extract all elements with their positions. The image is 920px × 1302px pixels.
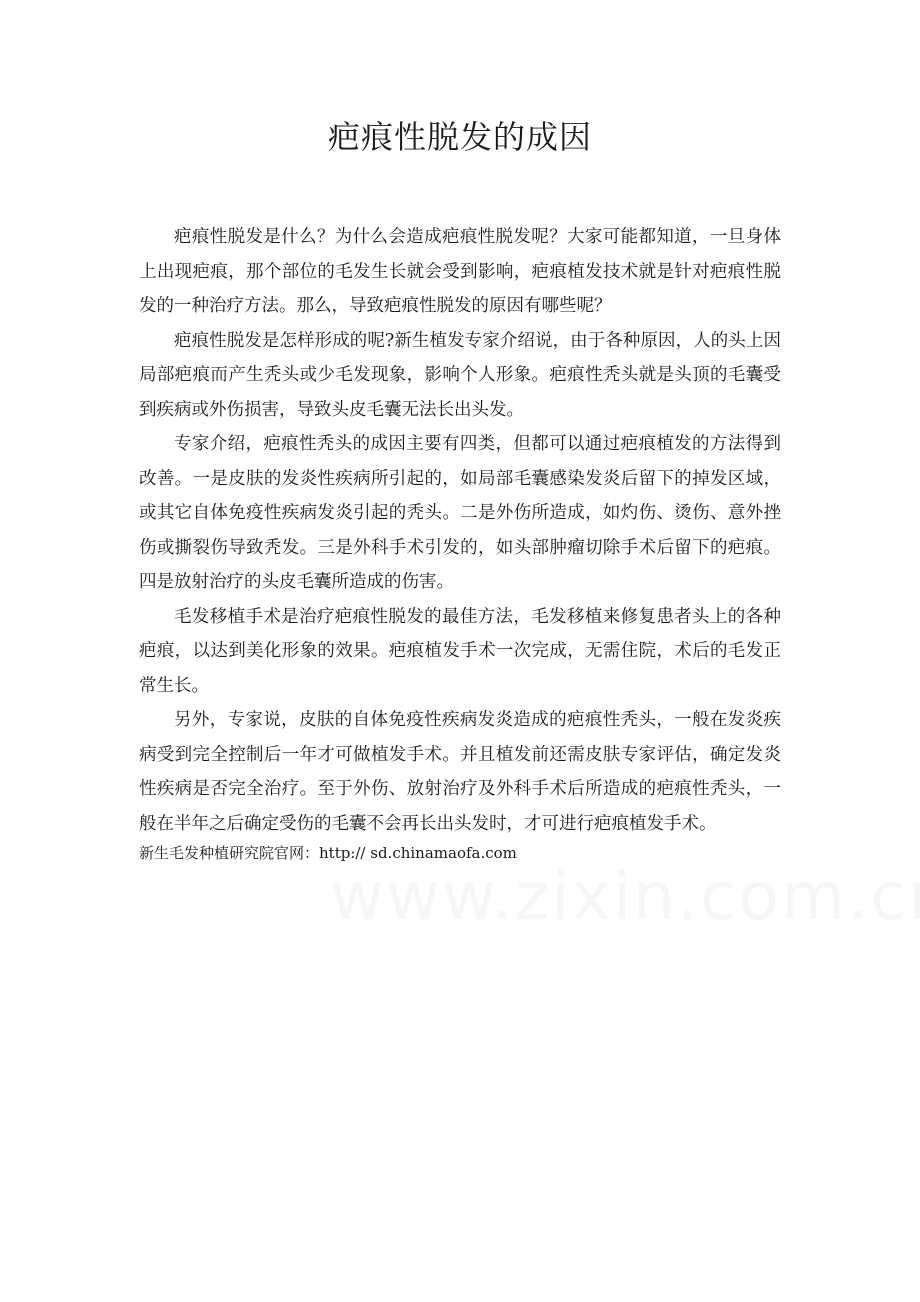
document-body xyxy=(139,220,781,865)
watermark xyxy=(330,858,920,935)
paragraph-5: 另外，专家说，皮肤的自体免疫性疾病发炎造成的疤痕性秃头，一般在发炎疾病受到完全控制后一年才可做植发手术。并且植发前还需皮肤专家评估，确定发炎性疾病是否完全治疗。至于外伤、放射治疗及外科手术后所造成的疤痕性秃头，一般在半年之后确定受伤的毛囊不会再长出头发时，才可进行疤痕植发手术。 xyxy=(139,710,781,834)
paragraph-4: 毛发移植手术是治疗疤痕性脱发的最佳方法，毛发移植来修复患者头上的各种疤痕，以达到美化形象的效果。疤痕植发手术一次完成，无需住院，术后的毛发正常生长。 xyxy=(139,606,781,696)
website-footer: 新生毛发种植研究院官网：http:// sd.chinamaofa.com xyxy=(139,844,517,862)
document-title: 疤痕性脱发的成因 xyxy=(327,118,592,156)
paragraph-3: 专家介绍，疤痕性秃头的成因主要有四类，但都可以通过疤痕植发的方法得到改善。一是皮肤的发炎性疾病所引起的，如局部毛囊感染发炎后留下的掉发区域，或其它自体免疫性疾病发炎引起的秃头。二是外伤所造成，如灼伤、烫伤、意外挫伤或撕裂伤导致秃发。三是外科手术引发的，如头部肿瘤切除手术后留下的疤痕。四是放射治疗的头皮毛囊所造成的伤害。 xyxy=(139,434,781,592)
paragraph-1: 疤痕性脱发是什么？为什么会造成疤痕性脱发呢？大家可能都知道，一旦身体上出现疤痕，那个部位的毛发生长就会受到影响，疤痕植发技术就是针对疤痕性脱发的一种治疗方法。那么，导致疤痕性脱发的原因有哪些呢？ xyxy=(139,227,781,316)
paragraph-2: 疤痕性脱发是怎样形成的呢?新生植发专家介绍说，由于各种原因，人的头上因局部疤痕而产生秃头或少毛发现象，影响个人形象。疤痕性秃头就是头顶的毛囊受到疾病或外伤损害，导致头皮毛囊无法长出头发。 xyxy=(139,330,781,420)
